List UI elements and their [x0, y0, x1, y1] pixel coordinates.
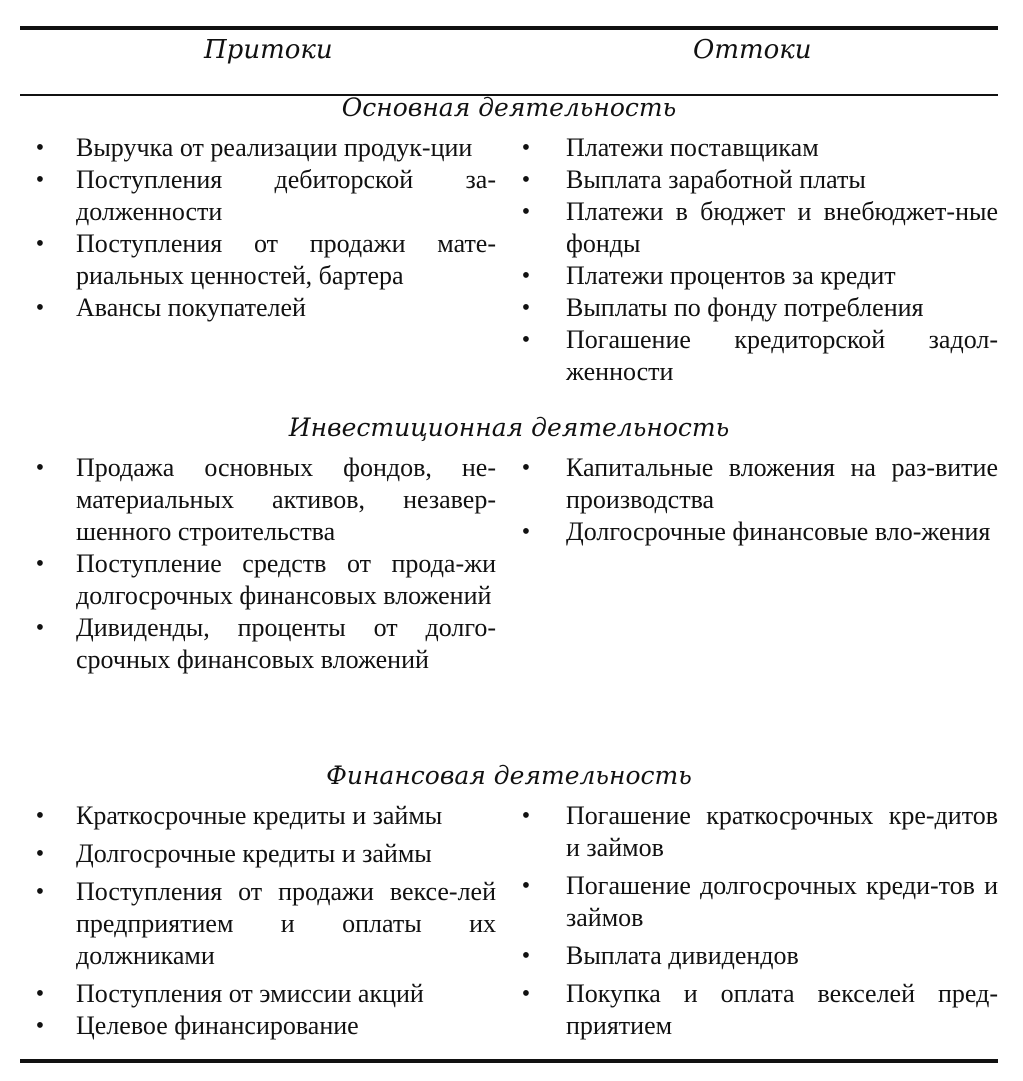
bullet-icon: • — [35, 551, 45, 577]
list-item: • Авансы покупателей — [20, 292, 496, 324]
bullet-icon: • — [521, 519, 531, 545]
bullet-icon: • — [35, 295, 45, 321]
list-item: • Краткосрочные кредиты и займы — [20, 800, 496, 832]
bullet-icon: • — [521, 135, 531, 161]
financing-inflows-list — [20, 800, 496, 1042]
list-item: • Дивиденды, проценты от долго-срочных финансовых вложений — [20, 612, 496, 676]
list-item: • Выплата дивидендов — [510, 940, 998, 972]
bullet-icon: • — [35, 981, 45, 1007]
investing-outflows-list — [510, 452, 998, 548]
bullet-icon: • — [521, 199, 531, 225]
list-item: • Поступления от продажи вексе-лей предприятием и оплаты их должниками — [20, 876, 496, 972]
bottom-rule — [20, 1059, 998, 1063]
section-title-investing: Инвестиционная деятельность — [288, 413, 730, 442]
bullet-icon: • — [35, 841, 45, 867]
bullet-icon: • — [521, 263, 531, 289]
bullet-icon: • — [35, 167, 45, 193]
list-item: • Покупка и оплата векселей пред-приятием — [510, 978, 998, 1042]
inflows-column-header: Притоки — [204, 35, 333, 65]
list-item: • Платежи поставщикам — [510, 132, 998, 164]
list-item: • Капитальные вложения на раз-витие производства — [510, 452, 998, 516]
bullet-icon: • — [35, 879, 45, 905]
bullet-icon: • — [521, 943, 531, 969]
bullet-icon: • — [35, 1013, 45, 1039]
investing-inflows-list — [20, 452, 496, 676]
list-item: • Погашение долгосрочных креди-тов и займов — [510, 870, 998, 934]
list-item: • Платежи процентов за кредит — [510, 260, 998, 292]
outflows-column-header: Оттоки — [693, 35, 812, 65]
list-item: • Поступления дебиторской за-долженности — [20, 164, 496, 228]
bullet-icon: • — [35, 803, 45, 829]
list-item: • Долгосрочные кредиты и займы — [20, 838, 496, 870]
list-item: • Поступление средств от прода-жи долгосрочных финансовых вложений — [20, 548, 496, 612]
list-item: • Продажа основных фондов, не-материальных активов, незавер-шенного строительства — [20, 452, 496, 548]
top-rule — [20, 26, 998, 30]
operating-inflows-list — [20, 132, 496, 324]
bullet-icon: • — [521, 455, 531, 481]
section-title-financing: Финансовая деятельность — [326, 761, 692, 790]
section-title-operating: Основная деятельность — [341, 93, 677, 122]
list-item: • Поступления от продажи мате-риальных ценностей, бартера — [20, 228, 496, 292]
bullet-icon: • — [35, 615, 45, 641]
list-item: • Погашение краткосрочных кре-дитов и займов — [510, 800, 998, 864]
list-item: • Долгосрочные финансовые вло-жения — [510, 516, 998, 548]
bullet-icon: • — [35, 135, 45, 161]
bullet-icon: • — [35, 455, 45, 481]
bullet-icon: • — [521, 327, 531, 353]
bullet-icon: • — [35, 231, 45, 257]
list-item: • Целевое финансирование — [20, 1010, 496, 1042]
operating-outflows-list — [510, 132, 998, 388]
list-item: • Выручка от реализации продук-ции — [20, 132, 496, 164]
bullet-icon: • — [521, 981, 531, 1007]
bullet-icon: • — [521, 803, 531, 829]
list-item: • Платежи в бюджет и внебюджет-ные фонды — [510, 196, 998, 260]
bullet-icon: • — [521, 873, 531, 899]
cash-flow-table — [20, 26, 998, 1066]
bullet-icon: • — [521, 295, 531, 321]
list-item: • Выплата заработной платы — [510, 164, 998, 196]
bullet-icon: • — [521, 167, 531, 193]
financing-outflows-list — [510, 800, 998, 1042]
list-item: • Выплаты по фонду потребления — [510, 292, 998, 324]
list-item: • Поступления от эмиссии акций — [20, 978, 496, 1010]
list-item: • Погашение кредиторской задол-женности — [510, 324, 998, 388]
